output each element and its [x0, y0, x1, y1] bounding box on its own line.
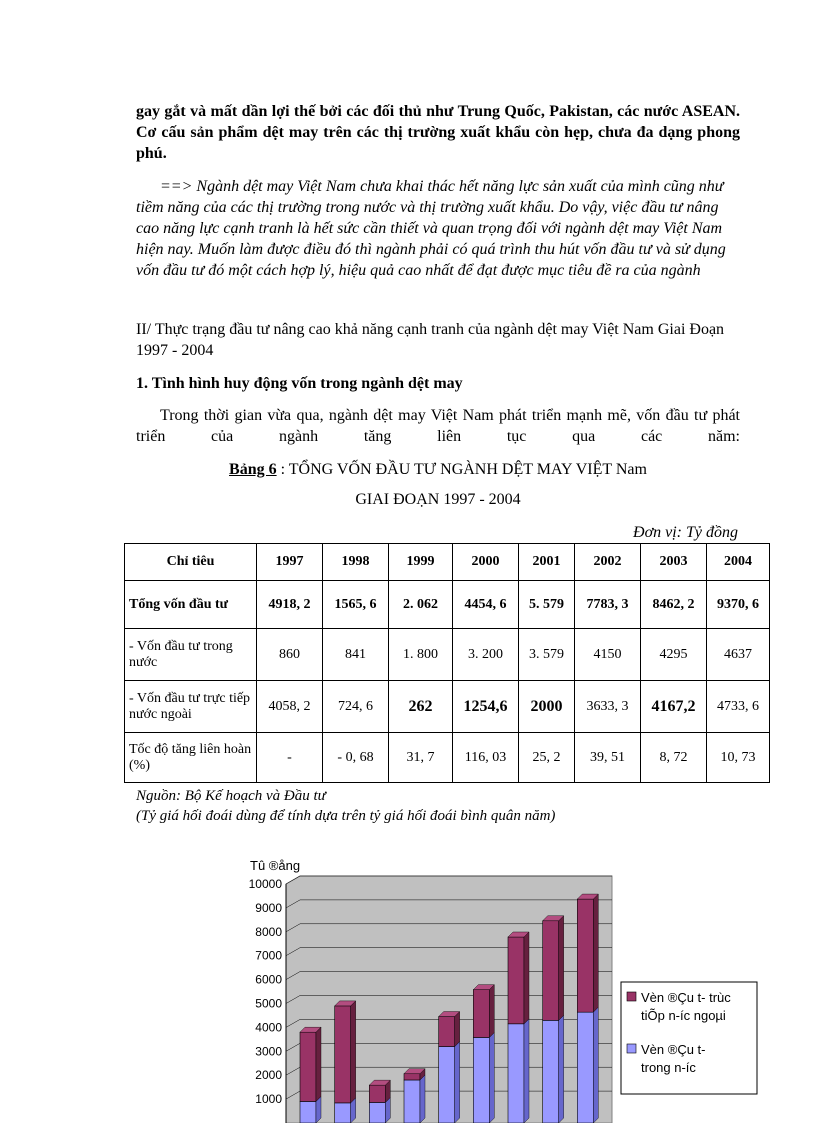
header-cell: 2004	[707, 544, 770, 581]
chart-svg	[236, 850, 766, 1123]
chart-ytick-label: 6000	[255, 972, 282, 987]
table-cell: 5. 579	[519, 581, 575, 629]
chart-bar-side	[524, 1019, 529, 1123]
table-cell: 4918, 2	[257, 581, 323, 629]
table-cell: 3633, 3	[575, 681, 641, 733]
chart-plot-area	[249, 876, 612, 1123]
chart-ytick-label: 9000	[255, 900, 282, 915]
chart-legend-label: Vèn ®Çu t-trong n-íc	[641, 1042, 706, 1075]
header-cell: 1998	[323, 544, 389, 581]
chart-bar-foreign	[369, 1085, 385, 1102]
chart-ytick-label: 5000	[255, 996, 282, 1011]
chart-bar-side	[420, 1075, 425, 1123]
table-row	[125, 733, 770, 783]
table-cell: 3. 579	[519, 629, 575, 681]
table-cell: 3. 200	[453, 629, 519, 681]
chart-bar-side	[559, 1015, 564, 1123]
table-cell: 4150	[575, 629, 641, 681]
intro-paragraph	[136, 101, 740, 164]
table-cell: Tổng vốn đầu tư	[125, 581, 257, 629]
table-cell: 2. 062	[389, 581, 453, 629]
investment-chart	[236, 850, 766, 1123]
table-cell: 841	[323, 629, 389, 681]
table-cell: -	[257, 733, 323, 783]
table-cell: 1. 800	[389, 629, 453, 681]
chart-ytick-label: 2000	[255, 1068, 282, 1083]
header-cell: 1997	[257, 544, 323, 581]
header-cell: 2001	[519, 544, 575, 581]
table-caption	[136, 461, 740, 479]
chart-bar-domestic	[300, 1101, 316, 1123]
chart-bar-domestic	[369, 1102, 385, 1123]
table-cell: 10, 73	[707, 733, 770, 783]
table-cell: - 0, 68	[323, 733, 389, 783]
table-cell: 7783, 3	[575, 581, 641, 629]
table-cell: 4733, 6	[707, 681, 770, 733]
chart-bar-foreign	[577, 899, 593, 1012]
chart-bar-side	[593, 894, 598, 1012]
chart-ytick-label: 4000	[255, 1020, 282, 1035]
table-row	[125, 629, 770, 681]
table-row	[125, 681, 770, 733]
table-cell: 860	[257, 629, 323, 681]
table-cell: Tốc độ tăng liên hoàn (%)	[125, 733, 257, 783]
table-cell: 724, 6	[323, 681, 389, 733]
header-cell: 2003	[641, 544, 707, 581]
subsection-heading-text: 1. Tình hình huy động vốn trong ngành dệt may	[136, 375, 463, 392]
table-cell: - Vốn đầu tư trực tiếp nước ngoài	[125, 681, 257, 733]
table-caption-period: GIAI ĐOẠN 1997 - 2004	[355, 491, 521, 508]
chart-legend-label: Vèn ®Çu t- trùc tiÕp n-íc ngoµi	[641, 990, 731, 1023]
chart-bar-domestic	[335, 1103, 351, 1123]
chart-bar-side	[593, 1007, 598, 1123]
chart-ytick-label: 10000	[248, 877, 282, 891]
table-cell: 4167,2	[641, 681, 707, 733]
subsection-heading	[136, 373, 740, 394]
chart-bar-side	[489, 1032, 494, 1123]
section-heading-text: II/ Thực trạng đầu tư nâng cao khả năng cạnh tranh của ngành dệt may Việt Nam Giai Đoạn 1997 - 2004	[136, 321, 725, 359]
chart-bar-foreign	[335, 1006, 351, 1103]
table-cell: 4295	[641, 629, 707, 681]
chart-bar-foreign	[473, 990, 489, 1038]
body-paragraph	[136, 405, 740, 447]
investment-table	[124, 543, 770, 783]
chart-ylabel: Tû ®ång	[250, 858, 301, 873]
header-cell: Chỉ tiêu	[125, 544, 257, 581]
chart-ytick-label: 8000	[255, 924, 282, 939]
table-cell: 262	[389, 681, 453, 733]
table-cell: 39, 51	[575, 733, 641, 783]
chart-ytick-label: 3000	[255, 1044, 282, 1059]
chart-bar-side	[489, 985, 494, 1038]
chart-bar-domestic	[404, 1080, 420, 1123]
chart-bar-foreign	[439, 1017, 455, 1047]
table-cell: 4058, 2	[257, 681, 323, 733]
chart-bar-domestic	[473, 1037, 489, 1123]
chart-bar-domestic	[439, 1047, 455, 1123]
body-paragraph-text: Trong thời gian vừa qua, ngành dệt may Việt Nam phát triển mạnh mẽ, vốn đầu tư phát triển của ngành tăng liên tục qua các năm:	[136, 407, 740, 445]
chart-bar-domestic	[508, 1024, 524, 1123]
table-cell: 116, 03	[453, 733, 519, 783]
section-heading	[136, 319, 740, 361]
header-cell: 1999	[389, 544, 453, 581]
chart-bar-side	[316, 1027, 321, 1101]
chart-ytick-label: 7000	[255, 948, 282, 963]
table-cell: 4637	[707, 629, 770, 681]
chart-bar-foreign	[543, 921, 559, 1021]
table-cell: 8462, 2	[641, 581, 707, 629]
chart-bar-domestic	[577, 1012, 593, 1123]
chart-bar-side	[455, 1012, 460, 1047]
table-caption-title: : TỔNG VỐN ĐẦU TƯ NGÀNH DỆT MAY VIỆT Nam	[276, 461, 647, 478]
chart-legend-swatch	[627, 992, 636, 1001]
table-caption-label: Bảng 6	[229, 461, 277, 478]
chart-legend-swatch	[627, 1044, 636, 1053]
chart-ytick-label: 1000	[255, 1092, 282, 1107]
source-line: Nguồn: Bộ Kế hoạch và Đầu tư	[136, 788, 326, 804]
chart-bar-domestic	[543, 1020, 559, 1123]
chart-bar-side	[524, 932, 529, 1024]
conclusion-text: ==> Ngành dệt may Việt Nam chưa khai thác hết năng lực sản xuất của mình cũng như tiềm năng của các thị trường trong nước và thị trường xuất khẩu. Do vậy, việc đầu tư nâng cao năng lực cạnh tranh là hết sức cần thiết và quan trọng đối với ngành dệt may Việt Nam hiện nay. Muốn làm được điều đó thì ngành phải có quá trình thu hút vốn đầu tư và sử dụng vốn đầu tư đó một cách hợp lý, hiệu quả cao nhất để đạt được mục tiêu đề ra của ngành	[136, 178, 726, 279]
intro-text: gay gắt và mất dần lợi thế bởi các đối thủ như Trung Quốc, Pakistan, các nước ASEAN. Cơ cấu sản phẩm dệt may trên các thị trường xuất khẩu còn hẹp, chưa đa dạng phong phú.	[136, 103, 740, 162]
table-cell: 1565, 6	[323, 581, 389, 629]
table-cell: 1254,6	[453, 681, 519, 733]
chart-bar-foreign	[508, 937, 524, 1024]
chart-legend	[621, 982, 757, 1094]
table-cell: 25, 2	[519, 733, 575, 783]
header-cell: 2000	[453, 544, 519, 581]
note-line: (Tỷ giá hối đoái dùng để tính dựa trên tỷ giá hối đoái bình quân năm)	[136, 808, 556, 824]
chart-bar-side	[559, 916, 564, 1021]
chart-bar-side	[455, 1042, 460, 1123]
conclusion-paragraph	[136, 176, 740, 281]
table-row	[125, 581, 770, 629]
table-cell: - Vốn đầu tư trong nước	[125, 629, 257, 681]
table-cell: 2000	[519, 681, 575, 733]
table-cell: 9370, 6	[707, 581, 770, 629]
chart-bar-side	[351, 1001, 356, 1103]
chart-bar-foreign	[300, 1032, 316, 1101]
table-cell: 31, 7	[389, 733, 453, 783]
table-cell: 8, 72	[641, 733, 707, 783]
chart-bar-foreign	[404, 1074, 420, 1080]
header-cell: 2002	[575, 544, 641, 581]
table-unit: Đơn vị: Tỷ đồng	[633, 524, 738, 541]
table-header-row	[125, 544, 770, 581]
table-cell: 4454, 6	[453, 581, 519, 629]
